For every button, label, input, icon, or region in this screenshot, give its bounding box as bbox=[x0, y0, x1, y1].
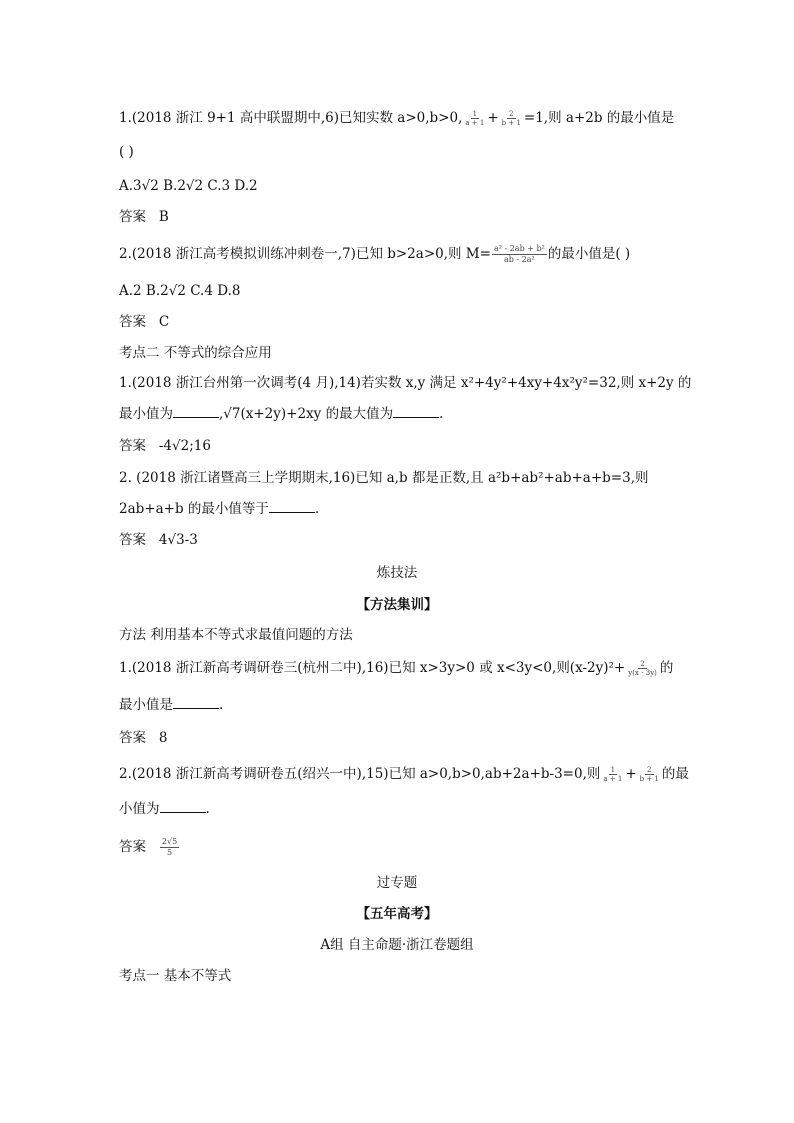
method-line: 方法 利用基本不等式求最值问题的方法 bbox=[119, 627, 353, 643]
section-title-guozhuanti: 过专题 bbox=[376, 875, 418, 891]
q6-answer: 答案 $\frac{2√5}{5}$ bbox=[119, 837, 178, 857]
q5-answer: 答案 8 bbox=[119, 730, 168, 746]
q2-options: A.2 B.2√2 C.4 D.8 bbox=[119, 283, 241, 299]
five-year-heading: 【五年高考】 bbox=[356, 906, 438, 922]
q6-line2: 小值为 . bbox=[119, 801, 210, 817]
q5-line1: 1.(2018 浙江新高考调研卷三(杭州二中),16)已知 x>3y>0 或 x<3y<0,则(x-2y)²+ $\frac{2}{y(x - 3y)}$ 的 bbox=[119, 660, 674, 677]
q3-line2: 最小值为 ,√7(x+2y)+2xy 的最大值为 . bbox=[119, 406, 444, 422]
q3-answer: 答案 -4√2;16 bbox=[119, 438, 211, 454]
q6-fraction-2: $\frac{2}{b + 1}$ bbox=[639, 766, 659, 783]
q2-fraction: $\frac{\text{a² - 2ab + b²}}{\text{ab - 2a²}}$ bbox=[493, 244, 545, 264]
q4-blank[interactable] bbox=[269, 500, 315, 513]
q5-blank[interactable] bbox=[173, 696, 219, 709]
q6-answer-fraction: $\frac{2√5}{5}$ bbox=[161, 837, 178, 857]
q4-line1: 2. (2018 浙江诸暨高三上学期期末,16)已知 a,b 都是正数,且 a²b+ab²+ab+a+b=3,则 bbox=[119, 470, 649, 486]
q1-answer: 答案 B bbox=[119, 209, 169, 225]
q5-fraction: $\frac{2}{y(x - 3y)}$ bbox=[628, 660, 657, 677]
q3-blank-1[interactable] bbox=[173, 405, 219, 418]
q1-fraction-2: $\frac{2}{b + 1}$ bbox=[501, 110, 521, 127]
section-1-heading: 考点一 基本不等式 bbox=[119, 968, 232, 984]
q6-blank[interactable] bbox=[160, 800, 206, 813]
q6-fraction-1: $\frac{1}{a + 1}$ bbox=[603, 766, 623, 783]
q2-answer: 答案 C bbox=[119, 314, 170, 330]
section-title-lianjifa: 炼技法 bbox=[376, 565, 418, 581]
group-a-heading: A组 自主命题·浙江卷题组 bbox=[320, 937, 474, 953]
q5-line2: 最小值是 . bbox=[119, 697, 224, 713]
q1-fraction-1: $\frac{1}{a + 1}$ bbox=[465, 110, 485, 127]
q2-stem: 2.(2018 浙江高考模拟训练冲刺卷一,7)已知 b>2a>0,则 M= $\frac{\text{a² - 2ab + b²}}{\text{ab - 2a²}}$ 的最小值是( ) bbox=[119, 244, 631, 264]
section-2-heading: 考点二 不等式的综合应用 bbox=[119, 345, 272, 361]
q4-line2: 2ab+a+b 的最小值等于 . bbox=[119, 501, 320, 517]
method-heading: 【方法集训】 bbox=[356, 597, 438, 613]
q3-blank-2[interactable] bbox=[393, 405, 439, 418]
q4-answer: 答案 4√3-3 bbox=[119, 532, 198, 548]
q6-line1: 2.(2018 浙江新高考调研卷五(绍兴一中),15)已知 a>0,b>0,ab+2a+b-3=0,则 $\frac{1}{a + 1}$ + $\frac{2}{b + 1}$ 的最 bbox=[119, 766, 689, 783]
q3-line1: 1.(2018 浙江台州第一次调考(4 月),14)若实数 x,y 满足 x²+4y²+4xy+4x²y²=32,则 x+2y 的 bbox=[119, 375, 692, 391]
q1-options: A.3√2 B.2√2 C.3 D.2 bbox=[119, 178, 258, 194]
q1-paren: ( ) bbox=[119, 144, 134, 160]
q1-stem: 1.(2018 浙江 9+1 高中联盟期中,6)已知实数 a>0,b>0, $\frac{1}{a + 1}$ + $\frac{2}{b + 1}$ =1,则 a+2b 的最小值是 bbox=[119, 110, 675, 127]
